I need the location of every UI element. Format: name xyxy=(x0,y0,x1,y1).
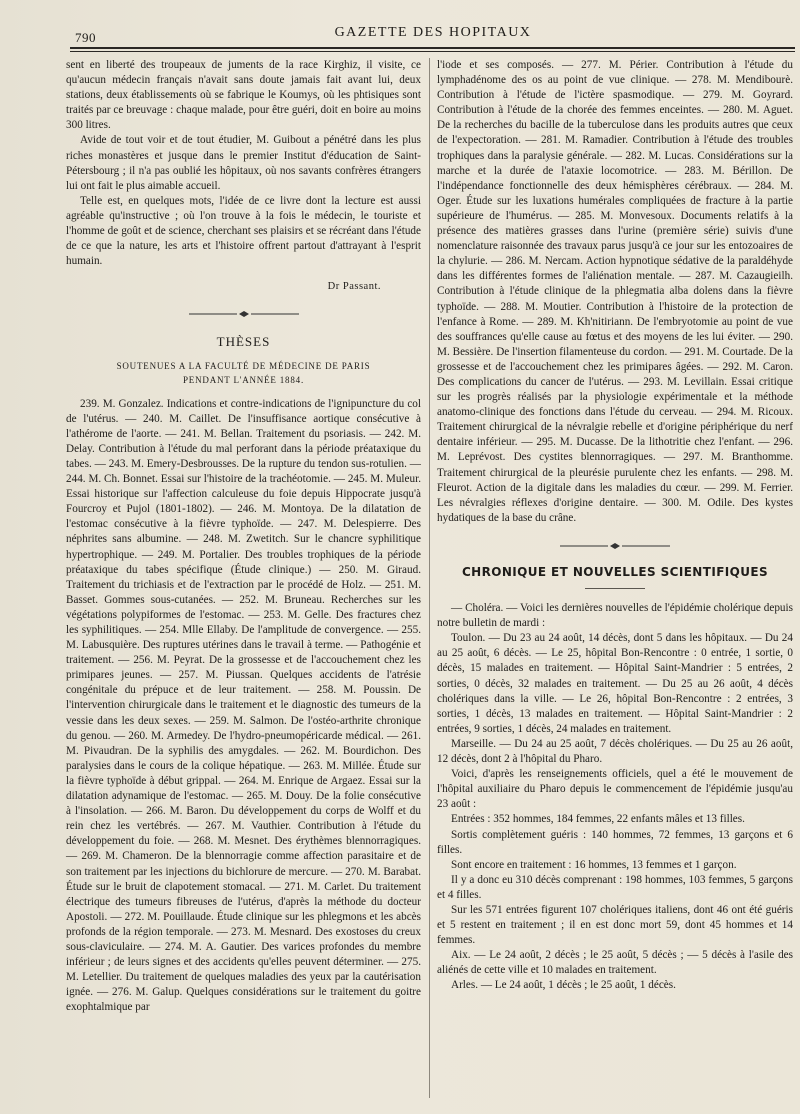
review-paragraph: Telle est, en quelques mots, l'idée de ce livre dont la lecture est aussi agréable qu'instructive ; où l'on trouve à la fois le médecin, le touriste et l'homme de goût et de science, cherchant ses plaisirs et se récréant dans l'étude de ce que la nature, les arts et l'histoire offrent partout d'attrayant à l'esprit humain. xyxy=(66,194,421,268)
page-number: 790 xyxy=(75,30,96,45)
left-column xyxy=(66,58,421,1015)
theses-list: 239. M. Gonzalez. Indications et contre-indications de l'ignipuncture du col de l'utérus. — 240. M. Caillet. De l'insuffisance aortique consécutive à l'athérome de l'aorte. — 241. M. Bellan. Traitement du psoriasis. — 242. M. Delay. Contribution à l'étude du mal perforant dans la période préataxique du tabes. — 243. M. Emery-Desbrousses. De la rupture du tendon sus-rotulien. — 244. M. Ch. Bonnet. Essai sur l'histoire de la trachéotomie. — 245. M. Muleur. Essai historique sur l'affection calculeuse du foie depuis Hippocrate jusqu'à Fourcroy et Pujol (1801-1802). — 246. M. Montoya. De la dilatation de l'estomac consécutive à la fièvre typhoïde. — 247. M. Delespierre. Des néphrites sans albumine. — 248. M. Zwetitch. Sur le chancre syphilitique hypertrophique. — 249. M. Portalier. Des troubles trophiques de la période préataxique du tabes spécifique (Étude clinique.) — 250. M. Giraud. Traitement du trichiasis et de l'extraction par le procédé de Holz. — 251. M. Basset. Gommes sous-cutanées. — 252. M. Bruneau. Recherches sur les végétations polypiformes de l'estomac. — 253. M. Gelle. Des fractures chez les syphilitiques. — 254. Mlle Ellaby. De l'amplitude de convergence. — 255. M. Labusquière. Des ruptures utérines dans le travail à terme. — Pathogénie et traitement. — 256. M. Peyrat. De la grossesse et de l'accouchement chez les primipares jeunes. — 257. M. Piussan. Quelques accidents de l'atrésie congénitale du prépuce et de leur traitement. — 258. M. Poussin. De l'intervention chirurgicale dans le traitement et le diagnostic des tumeurs de la vessie dans les deux sexes. — 259. M. Salmon. De l'ostéo-arthrite chronique du genou. — 260. M. Armedey. De l'hydro-pneumopéricarde médical. — 261. M. Pivaudran. De la syphilis des amygdales. — 262. M. Bourdichon. Des paralysies dans le cours de la colique hépatique. — 263. M. Millée. Étude sur la fièvre typhoïde à début grippal. — 264. M. Enrique de Argaez. Essai sur la dilatation adynamique de l'estomac. — 265. M. Douy. De la folie consécutive à l'insolation. — 266. M. Baron. Du développement du corps de Wolff et du rein chez les vertébrés. — 267. M. Vauthier. Contribution à l'étude du développement du foie. — 268. M. Mesnet. Des érythèmes blennorragiques. — 269. M. Chameron. De la blennorragie comme affection parasitaire et de son traitement par les injections du bichlorure de mercure. — 270. M. Barabat. Étude sur le bruit de clapotement stomacal. — 271. M. Carlet. Du traitement électrique des tumeurs fibreuses de l'utérus, d'après la méthode du docteur Apostoli. — 272. M. Pouillaude. Étude clinique sur les phlegmons et les abcès profonds de la région temporale. — 273. M. Mesnard. Des exostoses du creux sous-claviculaire. — 274. M. A. Gautier. Des varices profondes du membre inférieur ; de leurs signes et des accidents qu'elles peuvent déterminer. — 275. M. Letellier. Du traitement de quelques maladies des yeux par la cautérisation ignée. — 276. M. Galup. Quelques considérations sur le traitement du goitre exophtalmique par xyxy=(66,397,421,1014)
news-paragraph: Entrées : 352 hommes, 184 femmes, 22 enfants mâles et 13 filles. xyxy=(451,813,745,826)
signature: Dr Passant. xyxy=(327,281,381,293)
journal-title: GAZETTE DES HOPITAUX xyxy=(334,25,532,40)
title-underline xyxy=(585,588,645,589)
theses-list-continued: l'iode et ses composés. — 277. M. Périer. Contribution à l'étude du lymphadénome des os au point de vue clinique. — 278. M. Mendibourè. Contribution à l'étude de l'ictère spasmodique. — 279. M. Goyrard. Contribution à l'étude de la chorée des femmes enceintes. — 280. M. Aguet. De la recherches du bacille de la tuberculose dans les produits autres que ceux de l'expectoration. — 281. M. Ramadier. Contribution à l'étude des troubles trophiques dans la paralysie générale. — 282. M. Lucas. Considérations sur la marche et la durée de l'ataxie locomotrice. — 283. M. Bérillon. De l'indépendance fonctionnelle des deux hémisphères cérébraux. — 284. M. Oger. Étude sur les luxations humérales compliquées de fracture à la partie supérieure de l'humérus. — 285. M. Monvesoux. Documents relatifs à la présence des matières grasses dans l'urine (première série) suivis d'une nomenclature raisonnée des travaux parus jusqu'à ce jour sur les entozoaires de la chylurie. — 286. M. Nercam. Action hypnotique sédative de la paraldéhyde dans les différentes formes de l'aliénation mentale. — 287. M. Cazaugieilh. Contribution à l'étude clinique de la phlegmatia alba dolens dans la fièvre typhoïde. — 288. M. Moutier. Contribution à l'histoire de la protection de l'enfance à Rome. — 289. M. Kh'nitiriann. De l'embryotomie au point de vue des souffrances qu'elle cause au fœtus et des moyens de les lui éviter. — 290. M. Bessière. De l'insertion filamenteuse du cordon. — 291. M. Courtade. De la grossesse et de l'accouchement chez les primipares âgées. — 292. M. Caron. Des complications du cancer de l'utérus. — 293. M. Levillain. Essai critique sur les progrès réalisés par la physiologie expérimentale et la méthode anatomo-clinique des fonctions dans l'étude du cerveau. — 294. M. Ricoux. Traitement chirurgical de la névralgie rebelle et d'origine périphérique du nerf dentaire inférieur. — 295. M. Ducasse. De la lithotritie chez l'enfant. — 296. M. Leprévost. Des cystites blennorragiques. — 297. M. Branthomme. Traitement chirurgical de la pleurésie purulente chez les enfants. — 298. M. Fleurot. Action de la digitale dans les maladies du cœur. — 299. M. Ferrier. Les névralgies réflexes d'origine dentaire. — 300. M. Odile. Des kystes hydatiques de la base du crâne. xyxy=(437,59,793,524)
theses-subtitle-line: SOUTENUES A LA FACULTÉ DE MÉDECINE DE PARIS xyxy=(116,360,371,371)
theses-title: THÈSES xyxy=(216,333,271,349)
news-paragraph: Sont encore en traitement : 16 hommes, 13 femmes et 1 garçon. xyxy=(451,858,737,871)
header-rule-thick xyxy=(70,47,795,49)
review-paragraph: sent en liberté des troupeaux de juments de la race Kirghiz, il visite, ce qu'aucun médecin français n'avait sans doute jamais fait avant lui, deux stations, deux établissements où se fabrique le Koumys, où les phtisiques sont traités par ce breuvage : chaque malade, pour être guéri, doit en boire au moins 300 litres. xyxy=(66,59,421,132)
right-column xyxy=(437,58,793,994)
column-divider xyxy=(429,58,430,1098)
theses-subtitle xyxy=(66,359,421,387)
news-paragraph: Sur les 571 entrées figurent 107 cholériques italiens, dont 46 ont été guéris et 5 restent en traitement ; il en est donc mort 59, dont 45 hommes et 14 femmes. xyxy=(437,903,793,947)
theses-subtitle-line: PENDANT L'ANNÉE 1884. xyxy=(183,374,304,385)
news-paragraph: Marseille. — Du 24 au 25 août, 7 décès cholériques. — Du 25 au 26 août, 12 décès, dont 2 à l'hôpital du Pharo. xyxy=(437,737,793,766)
news-paragraph: Aix. — Le 24 août, 2 décès ; le 25 août, 5 décès ; — 5 décès à l'asile des aliénés de cette ville et 10 malades en traitement. xyxy=(437,949,793,977)
section-ornament xyxy=(66,308,421,323)
news-paragraph: Il y a donc eu 310 décès comprenant : 198 hommes, 103 femmes, 5 garçons et 4 filles. xyxy=(437,873,793,901)
section-ornament xyxy=(437,540,793,555)
news-paragraph: Toulon. — Du 23 au 24 août, 14 décès, dont 5 dans les hôpitaux. — Du 24 au 25 août, 6 décès. — Le 25, hôpital Bon-Rencontre : 0 entrée, 1 sortie, 0 décès, 15 malades en traitement. — Hôpital Saint-Mandrier : 5 entrées, 2 sorties, 0 décès, 32 malades en traitement. — Du 25 au 26 août, 4 décès cholériques dans la ville. — Le 26, hôpital Bon-Rencontre : 2 entrées, 3 sorties, 1 décès, 13 malades en traitement. — Hôpital Saint-Mandrier : 2 entrées, 9 sorties, 1 décès, 24 malades en traitement. xyxy=(437,632,793,735)
page-header xyxy=(70,20,796,46)
review-paragraph: Avide de tout voir et de tout étudier, M. Guibout a pénétré dans les plus riches monastères et jusque dans le premier Institut d'éducation de Saint-Pétersbourg ; il n'a pas oublié les hôpitaux, où nos savants confrères étrangers lui ont fait le plus aimable accueil. xyxy=(66,134,421,192)
chronique-title: CHRONIQUE ET NOUVELLES SCIENTIFIQUES xyxy=(461,565,769,579)
ornament-rule-icon xyxy=(189,310,299,318)
news-paragraph: Arles. — Le 24 août, 1 décès ; le 25 août, 1 décès. xyxy=(451,979,676,992)
news-paragraph: — Choléra. — Voici les dernières nouvelles de l'épidémie cholérique depuis notre bulletin de mardi : xyxy=(437,602,793,630)
news-paragraph: Voici, d'après les renseignements officiels, quel a été le mouvement de l'hôpital auxiliaire du Pharo depuis le commencement de l'épidémie jusqu'au 23 août : xyxy=(437,768,793,811)
news-paragraph: Sortis complètement guéris : 140 hommes, 72 femmes, 13 garçons et 6 filles. xyxy=(437,828,793,856)
header-rule-thin xyxy=(70,51,795,52)
ornament-rule-icon xyxy=(560,542,670,550)
